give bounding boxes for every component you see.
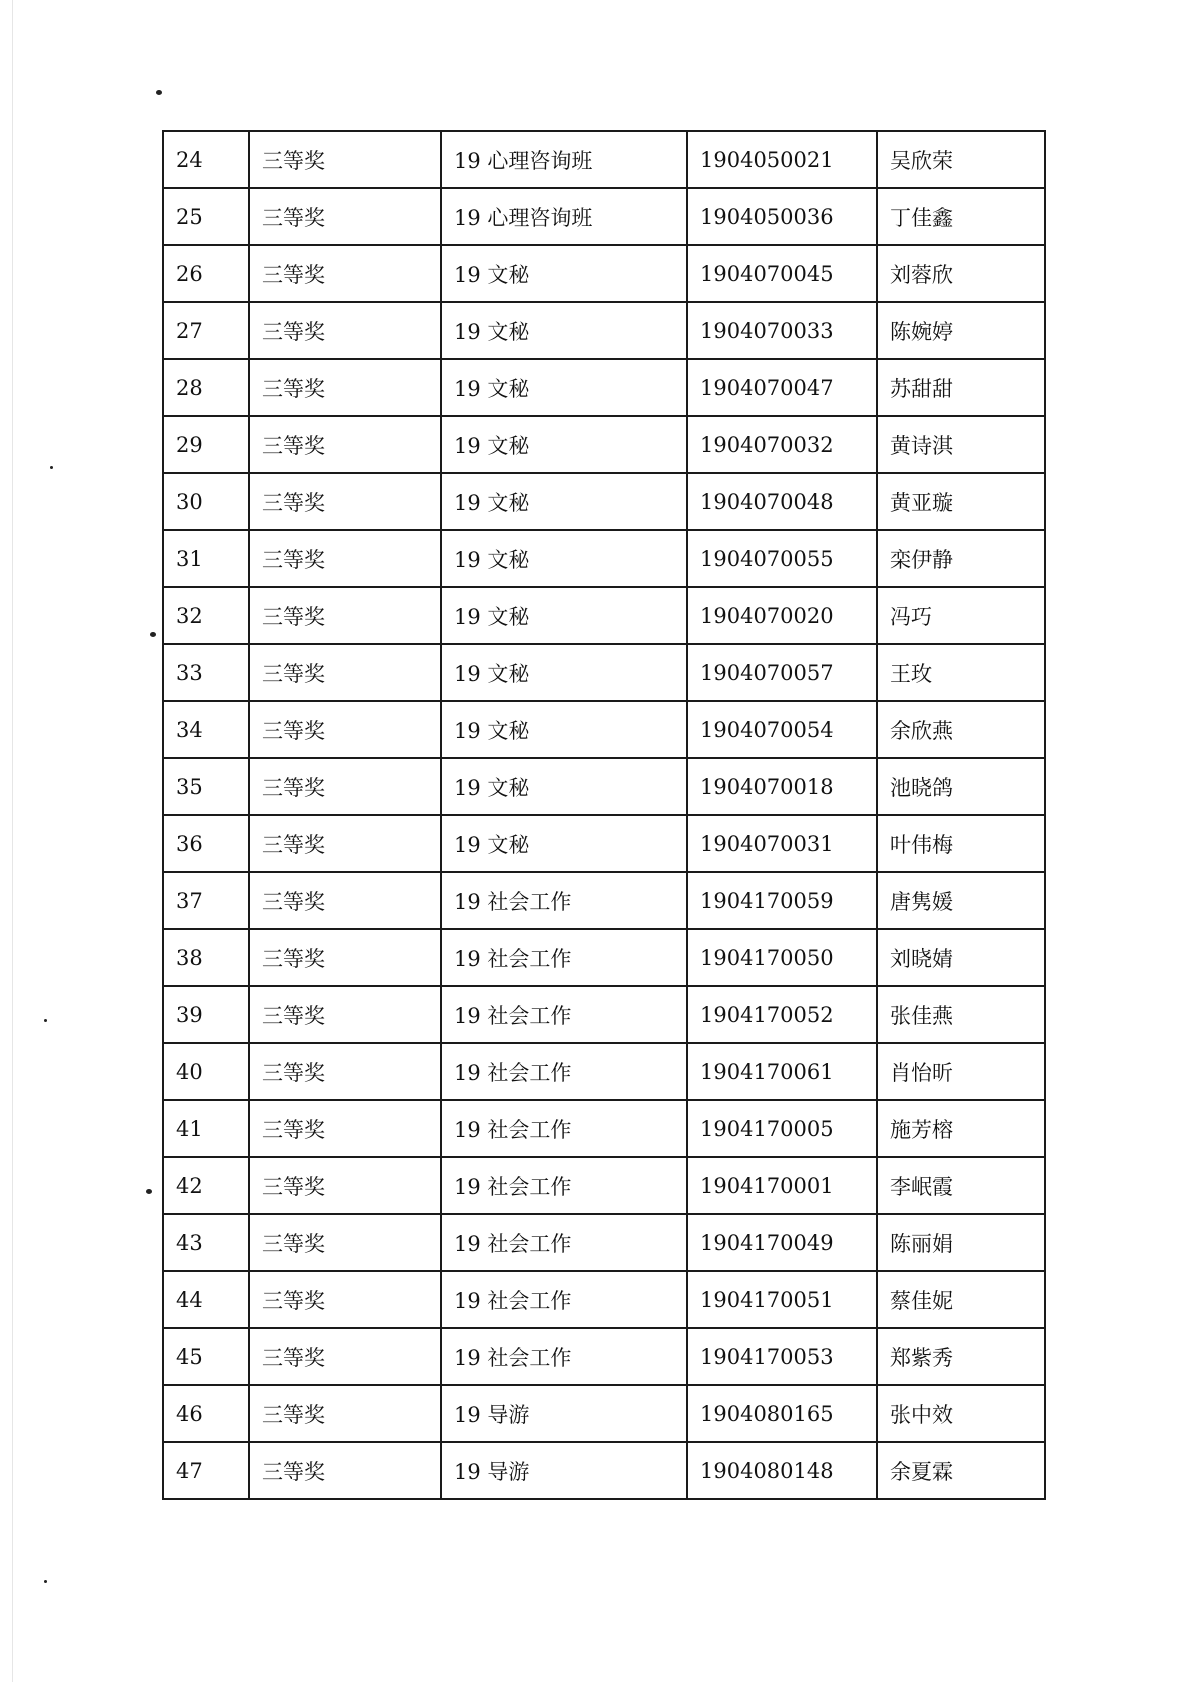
cell-award: 三等奖 xyxy=(249,1271,441,1328)
cell-number: 31 xyxy=(163,530,249,587)
cell-class: 19 文秘 xyxy=(441,644,687,701)
cell-class: 19 文秘 xyxy=(441,815,687,872)
cell-name: 陈丽娟 xyxy=(877,1214,1045,1271)
cell-award: 三等奖 xyxy=(249,473,441,530)
cell-number: 40 xyxy=(163,1043,249,1100)
cell-number: 46 xyxy=(163,1385,249,1442)
table-row xyxy=(163,1328,1045,1385)
table-row xyxy=(163,701,1045,758)
table-row xyxy=(163,1214,1045,1271)
cell-award: 三等奖 xyxy=(249,986,441,1043)
cell-number: 45 xyxy=(163,1328,249,1385)
cell-award: 三等奖 xyxy=(249,416,441,473)
scan-speck xyxy=(44,1580,47,1583)
cell-number: 39 xyxy=(163,986,249,1043)
cell-award: 三等奖 xyxy=(249,245,441,302)
table-row xyxy=(163,188,1045,245)
cell-student-id: 1904070048 xyxy=(687,473,877,530)
cell-number: 29 xyxy=(163,416,249,473)
cell-number: 35 xyxy=(163,758,249,815)
cell-name: 唐隽媛 xyxy=(877,872,1045,929)
cell-award: 三等奖 xyxy=(249,644,441,701)
cell-class: 19 导游 xyxy=(441,1442,687,1499)
cell-number: 34 xyxy=(163,701,249,758)
cell-student-id: 1904050021 xyxy=(687,131,877,188)
table-body xyxy=(163,131,1045,1499)
cell-award: 三等奖 xyxy=(249,1157,441,1214)
cell-award: 三等奖 xyxy=(249,1100,441,1157)
table-row xyxy=(163,302,1045,359)
cell-name: 郑紫秀 xyxy=(877,1328,1045,1385)
cell-number: 38 xyxy=(163,929,249,986)
cell-student-id: 1904070020 xyxy=(687,587,877,644)
cell-award: 三等奖 xyxy=(249,701,441,758)
cell-number: 28 xyxy=(163,359,249,416)
scan-speck xyxy=(146,1189,152,1194)
cell-class: 19 社会工作 xyxy=(441,1100,687,1157)
cell-student-id: 1904170001 xyxy=(687,1157,877,1214)
cell-class: 19 社会工作 xyxy=(441,1271,687,1328)
cell-student-id: 1904080148 xyxy=(687,1442,877,1499)
cell-award: 三等奖 xyxy=(249,587,441,644)
cell-student-id: 1904070031 xyxy=(687,815,877,872)
table-row xyxy=(163,929,1045,986)
cell-award: 三等奖 xyxy=(249,302,441,359)
cell-class: 19 导游 xyxy=(441,1385,687,1442)
cell-award: 三等奖 xyxy=(249,359,441,416)
table-row xyxy=(163,359,1045,416)
table-row xyxy=(163,1100,1045,1157)
table-row xyxy=(163,245,1045,302)
table-row xyxy=(163,587,1045,644)
cell-student-id: 1904070047 xyxy=(687,359,877,416)
table-row xyxy=(163,1043,1045,1100)
cell-class: 19 文秘 xyxy=(441,359,687,416)
cell-number: 42 xyxy=(163,1157,249,1214)
cell-class: 19 社会工作 xyxy=(441,1157,687,1214)
cell-name: 蔡佳妮 xyxy=(877,1271,1045,1328)
cell-award: 三等奖 xyxy=(249,1385,441,1442)
cell-number: 32 xyxy=(163,587,249,644)
cell-student-id: 1904170053 xyxy=(687,1328,877,1385)
cell-award: 三等奖 xyxy=(249,758,441,815)
table-row xyxy=(163,473,1045,530)
cell-number: 25 xyxy=(163,188,249,245)
cell-name: 张佳燕 xyxy=(877,986,1045,1043)
cell-award: 三等奖 xyxy=(249,1043,441,1100)
table-row xyxy=(163,986,1045,1043)
cell-class: 19 社会工作 xyxy=(441,1043,687,1100)
cell-name: 苏甜甜 xyxy=(877,359,1045,416)
cell-name: 丁佳鑫 xyxy=(877,188,1045,245)
cell-number: 33 xyxy=(163,644,249,701)
cell-number: 43 xyxy=(163,1214,249,1271)
table-row xyxy=(163,758,1045,815)
cell-class: 19 文秘 xyxy=(441,530,687,587)
scan-speck xyxy=(156,90,162,95)
cell-name: 刘晓婧 xyxy=(877,929,1045,986)
cell-student-id: 1904170005 xyxy=(687,1100,877,1157)
scan-speck xyxy=(44,1019,47,1022)
cell-award: 三等奖 xyxy=(249,131,441,188)
cell-name: 陈婉婷 xyxy=(877,302,1045,359)
cell-class: 19 文秘 xyxy=(441,701,687,758)
cell-number: 36 xyxy=(163,815,249,872)
cell-name: 余夏霖 xyxy=(877,1442,1045,1499)
award-table xyxy=(162,130,1046,1500)
cell-award: 三等奖 xyxy=(249,872,441,929)
cell-class: 19 文秘 xyxy=(441,416,687,473)
cell-class: 19 文秘 xyxy=(441,245,687,302)
cell-name: 黄诗淇 xyxy=(877,416,1045,473)
cell-number: 44 xyxy=(163,1271,249,1328)
cell-award: 三等奖 xyxy=(249,815,441,872)
cell-class: 19 文秘 xyxy=(441,473,687,530)
table-row xyxy=(163,815,1045,872)
cell-number: 37 xyxy=(163,872,249,929)
cell-class: 19 社会工作 xyxy=(441,872,687,929)
cell-class: 19 文秘 xyxy=(441,302,687,359)
table-row xyxy=(163,530,1045,587)
page-edge xyxy=(12,0,13,1682)
cell-name: 李岷霞 xyxy=(877,1157,1045,1214)
table-row xyxy=(163,872,1045,929)
cell-student-id: 1904050036 xyxy=(687,188,877,245)
cell-student-id: 1904170061 xyxy=(687,1043,877,1100)
cell-name: 刘蓉欣 xyxy=(877,245,1045,302)
cell-student-id: 1904080165 xyxy=(687,1385,877,1442)
cell-class: 19 社会工作 xyxy=(441,986,687,1043)
cell-student-id: 1904170052 xyxy=(687,986,877,1043)
table-row xyxy=(163,1385,1045,1442)
cell-number: 47 xyxy=(163,1442,249,1499)
cell-class: 19 社会工作 xyxy=(441,1214,687,1271)
cell-award: 三等奖 xyxy=(249,1214,441,1271)
cell-student-id: 1904070045 xyxy=(687,245,877,302)
table-row xyxy=(163,1442,1045,1499)
scan-speck xyxy=(150,632,156,637)
cell-name: 冯巧 xyxy=(877,587,1045,644)
cell-class: 19 社会工作 xyxy=(441,1328,687,1385)
cell-student-id: 1904070032 xyxy=(687,416,877,473)
cell-name: 施芳榕 xyxy=(877,1100,1045,1157)
cell-award: 三等奖 xyxy=(249,929,441,986)
cell-name: 肖怡昕 xyxy=(877,1043,1045,1100)
cell-number: 26 xyxy=(163,245,249,302)
cell-class: 19 文秘 xyxy=(441,758,687,815)
cell-number: 41 xyxy=(163,1100,249,1157)
cell-name: 叶伟梅 xyxy=(877,815,1045,872)
cell-number: 24 xyxy=(163,131,249,188)
table-row xyxy=(163,131,1045,188)
cell-student-id: 1904170059 xyxy=(687,872,877,929)
cell-student-id: 1904170049 xyxy=(687,1214,877,1271)
cell-student-id: 1904070033 xyxy=(687,302,877,359)
cell-name: 余欣燕 xyxy=(877,701,1045,758)
table-row xyxy=(163,416,1045,473)
cell-student-id: 1904170050 xyxy=(687,929,877,986)
scan-speck xyxy=(50,466,53,469)
table-row xyxy=(163,644,1045,701)
cell-award: 三等奖 xyxy=(249,1328,441,1385)
cell-number: 27 xyxy=(163,302,249,359)
cell-class: 19 文秘 xyxy=(441,587,687,644)
cell-student-id: 1904070018 xyxy=(687,758,877,815)
cell-name: 池晓鸽 xyxy=(877,758,1045,815)
cell-award: 三等奖 xyxy=(249,530,441,587)
cell-name: 张中效 xyxy=(877,1385,1045,1442)
table-row xyxy=(163,1157,1045,1214)
table-row xyxy=(163,1271,1045,1328)
cell-award: 三等奖 xyxy=(249,1442,441,1499)
cell-class: 19 心理咨询班 xyxy=(441,131,687,188)
cell-student-id: 1904170051 xyxy=(687,1271,877,1328)
cell-name: 吴欣荣 xyxy=(877,131,1045,188)
cell-name: 栾伊静 xyxy=(877,530,1045,587)
cell-award: 三等奖 xyxy=(249,188,441,245)
cell-number: 30 xyxy=(163,473,249,530)
cell-name: 黄亚璇 xyxy=(877,473,1045,530)
cell-student-id: 1904070054 xyxy=(687,701,877,758)
cell-student-id: 1904070057 xyxy=(687,644,877,701)
cell-name: 王玫 xyxy=(877,644,1045,701)
cell-class: 19 心理咨询班 xyxy=(441,188,687,245)
cell-student-id: 1904070055 xyxy=(687,530,877,587)
cell-class: 19 社会工作 xyxy=(441,929,687,986)
